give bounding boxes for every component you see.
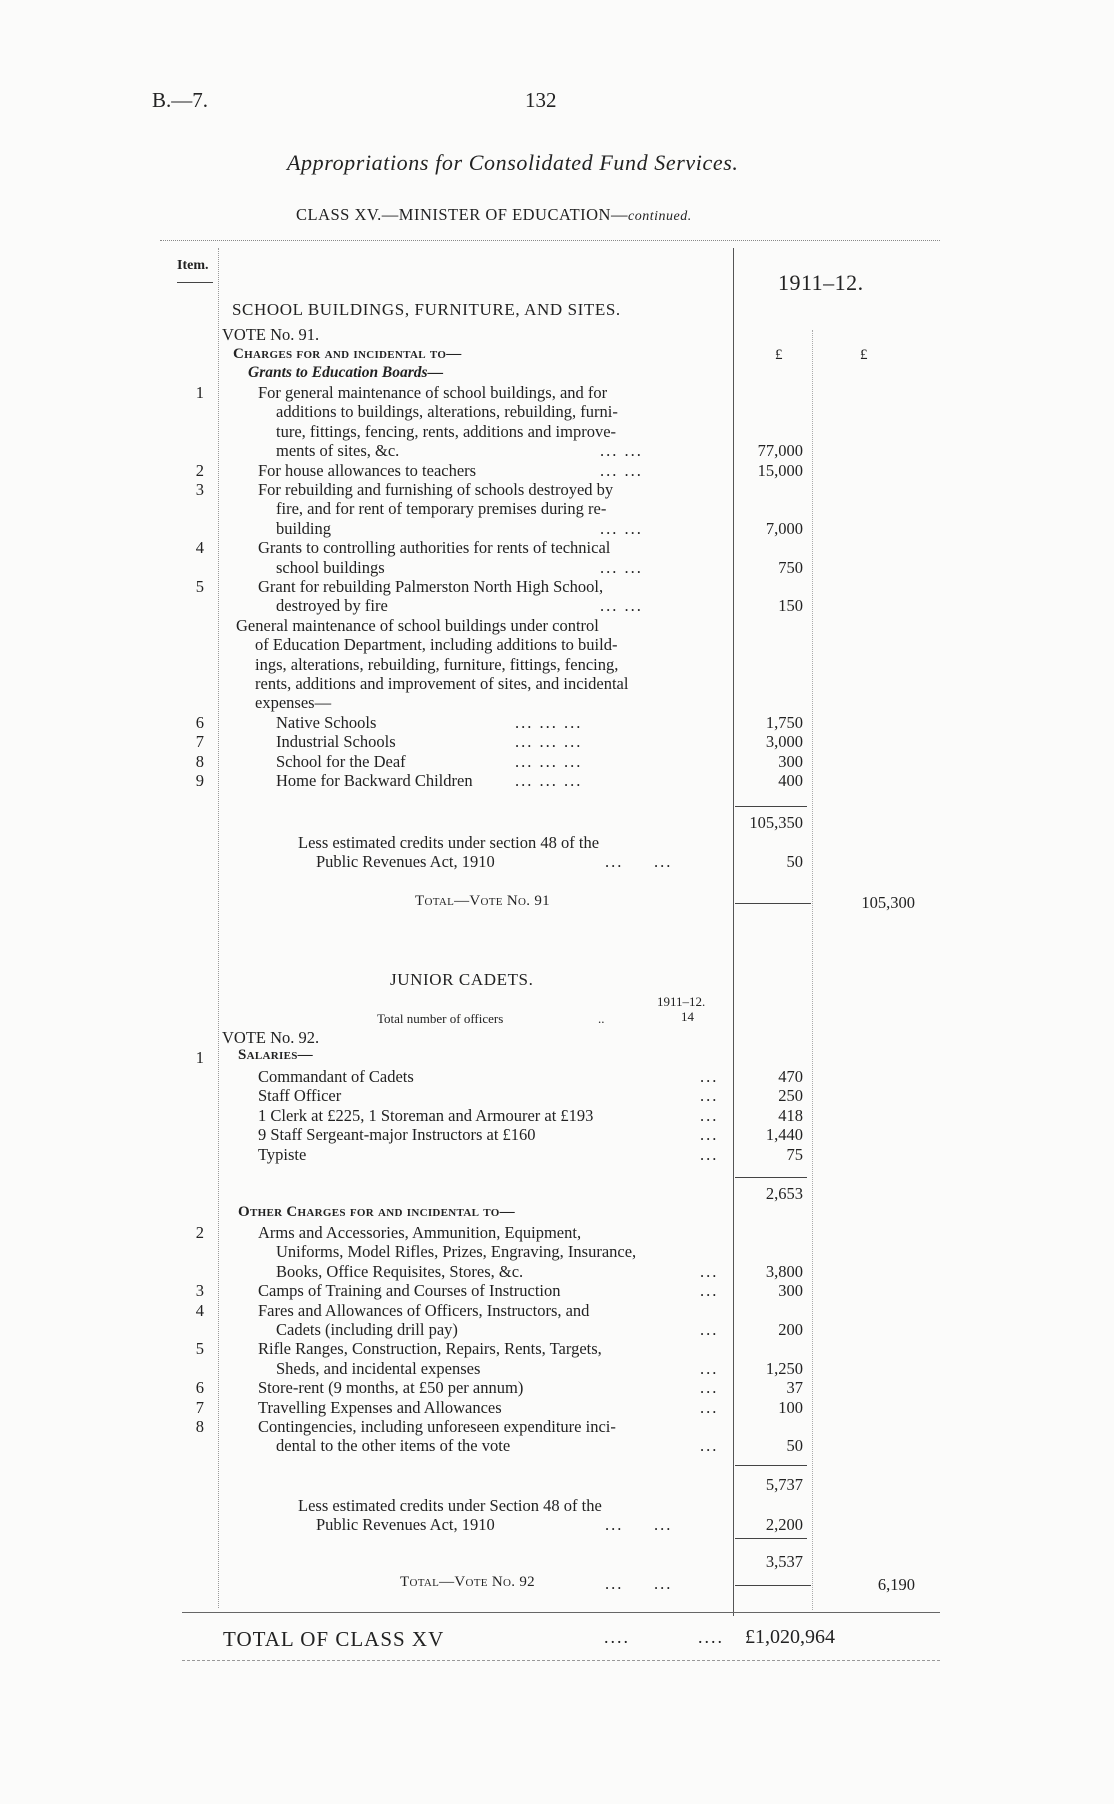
item-number: 8 [195, 1417, 204, 1436]
vote-92-total-amount: 6,190 [877, 1575, 915, 1594]
document-reference: B.—7. [152, 88, 209, 112]
other-item-amount: 200 [778, 1320, 803, 1339]
leader-dots: ... [700, 1086, 719, 1106]
item-number: 3 [195, 480, 204, 499]
class-heading-text: CLASS XV.—MINISTER OF EDUCATION— [296, 205, 628, 224]
item-number: 6 [195, 1378, 204, 1398]
item-amount: 7,000 [765, 518, 803, 538]
officers-label: Total number of officers [377, 1011, 504, 1026]
item-description-line: ture, fittings, fencing, rents, additions and improve- [276, 421, 617, 441]
item-amount: 150 [778, 596, 803, 616]
general-maintenance-line: expenses— [255, 693, 332, 713]
leader-dots: ... ... [600, 460, 643, 480]
other-item-amount: 37 [786, 1378, 803, 1398]
leader-dots: ... [700, 1397, 719, 1417]
vote-91-less-line-1: Less estimated credits under section 48 of the [298, 833, 600, 852]
leader-dots: ... [700, 1281, 719, 1301]
leader-dots: ... ... [600, 441, 643, 461]
section-heading-junior-cadets: JUNIOR CADETS. [390, 970, 534, 989]
vote-92-total-rule [735, 1585, 811, 1586]
item-number: 8 [195, 751, 204, 771]
leader-dots: ... [700, 1125, 719, 1145]
salary-item-label: 9 Staff Sergeant-major Instructors at £160 [258, 1125, 536, 1145]
officers-year: 1911–12. [657, 994, 706, 1009]
salary-subtotal-rule [735, 1177, 807, 1178]
leader-dots: ... ... ... [515, 712, 583, 732]
vote-92-total-dots: ... ... [605, 1574, 673, 1593]
leader-dots: ... ... [600, 557, 643, 577]
leader-dots: ... ... [600, 596, 643, 616]
vote-92-less-amount: 2,200 [765, 1515, 803, 1534]
grand-total-rule [182, 1612, 940, 1613]
salary-item-label: Typiste [258, 1144, 307, 1164]
sub-item-amount: 3,000 [765, 732, 803, 752]
vote-91-less-line-2: Public Revenues Act, 1910 [316, 852, 495, 871]
other-item-line: Arms and Accessories, Ammunition, Equipment, [258, 1223, 582, 1242]
general-maintenance-line: rents, additions and improvement of sites, and incidental [255, 674, 629, 693]
pound-symbol-details: £ [775, 347, 783, 363]
leader-dots: ... [700, 1261, 719, 1281]
vote-92-less-line-2: Public Revenues Act, 1910 [316, 1515, 495, 1534]
item-number: 5 [195, 577, 204, 596]
grants-heading: Grants to Education Boards— [248, 364, 444, 381]
item-description-line: school buildings [276, 557, 385, 577]
vote-91-subtotal-rule [735, 806, 807, 807]
item-description-line: building [276, 518, 332, 538]
grand-total-amount: £1,020,964 [745, 1626, 835, 1648]
item-description-line: Grant for rebuilding Palmerston North High School, [258, 577, 604, 596]
salaries-item-number: 1 [195, 1048, 204, 1067]
leader-dots: ... [700, 1358, 719, 1378]
amount-column-rule-mid [812, 330, 813, 1610]
item-header-rule [177, 282, 213, 283]
other-item-line: Camps of Training and Courses of Instruction [258, 1281, 561, 1301]
grand-total-dots-1: .... [604, 1627, 630, 1647]
other-item-amount: 50 [786, 1436, 803, 1456]
item-number: 2 [195, 1223, 204, 1242]
item-column-header: Item. [177, 258, 209, 273]
item-description-line: additions to buildings, alterations, rebuilding, furni- [276, 402, 618, 422]
salary-item-label: Staff Officer [258, 1086, 342, 1106]
leader-dots: ... [700, 1320, 719, 1339]
item-number: 4 [195, 538, 204, 558]
other-item-line: Fares and Allowances of Officers, Instructors, and [258, 1300, 590, 1320]
sub-item-label: Native Schools [276, 712, 377, 732]
page-number: 132 [525, 88, 557, 112]
sub-item-amount: 1,750 [765, 712, 803, 732]
item-description-line: ments of sites, &c. [276, 441, 400, 461]
other-item-line: Sheds, and incidental expenses [276, 1358, 481, 1378]
other-item-line: Rifle Ranges, Construction, Repairs, Rents, Targets, [258, 1339, 602, 1359]
vote-92-less-dots: ... ... [605, 1515, 673, 1534]
item-description-line: For rebuilding and furnishing of schools destroyed by [258, 480, 614, 499]
grand-total-label: TOTAL OF CLASS XV [223, 1627, 445, 1651]
item-number: 2 [195, 460, 204, 480]
top-rule [160, 240, 940, 241]
leader-dots: ... [700, 1144, 719, 1164]
sub-item-amount: 300 [778, 751, 803, 771]
item-number: 1 [195, 383, 204, 402]
class-heading-continued: continued. [627, 209, 692, 224]
item-number: 9 [195, 771, 204, 790]
sub-item-label: School for the Deaf [276, 751, 406, 771]
vote-91-total-amount: 105,300 [861, 893, 915, 912]
general-maintenance-line: ings, alterations, rebuilding, furniture, fittings, fencing, [255, 654, 619, 674]
vote-91-less-dots: ... ... [605, 852, 673, 871]
leader-dots: ... [700, 1105, 719, 1125]
item-description-line: For general maintenance of school buildings, and for [258, 383, 608, 402]
grand-total-bottom-rule [182, 1660, 940, 1661]
leader-dots: ... [700, 1436, 719, 1456]
item-description-line: Grants to controlling authorities for rents of technical [258, 538, 611, 558]
leader-dots: ... ... [600, 518, 643, 538]
item-amount: 750 [778, 557, 803, 577]
vote-92-net-rule [735, 1538, 807, 1539]
other-item-line: Books, Office Requisites, Stores, &c. [276, 1261, 524, 1281]
item-description-line: For house allowances to teachers [258, 460, 477, 480]
general-maintenance-line: of Education Department, including additions to build- [255, 635, 618, 655]
other-item-line: Cadets (including drill pay) [276, 1320, 458, 1339]
other-charges-heading: Other Charges for and incidental to— [238, 1204, 515, 1220]
other-item-line: Travelling Expenses and Allowances [258, 1397, 502, 1417]
leader-dots: ... ... ... [515, 751, 583, 771]
other-subtotal: 5,737 [765, 1475, 803, 1494]
item-amount: 77,000 [757, 441, 803, 461]
charges-heading: Charges for and incidental to— [233, 346, 462, 362]
leader-dots: ... ... ... [515, 732, 583, 752]
salary-item-amount: 250 [778, 1086, 803, 1106]
other-item-line: dental to the other items of the vote [276, 1436, 511, 1456]
other-item-amount: 300 [778, 1281, 803, 1301]
item-number: 5 [195, 1339, 204, 1359]
other-item-amount: 3,800 [765, 1261, 803, 1281]
leader-dots: ... ... ... [515, 771, 583, 790]
year-column-header: 1911–12. [778, 270, 864, 295]
sub-item-label: Home for Backward Children [276, 771, 473, 790]
salary-item-amount: 470 [778, 1067, 803, 1086]
item-description-line: fire, and for rent of temporary premises during re- [276, 499, 607, 519]
salary-subtotal: 2,653 [765, 1184, 803, 1203]
item-description-line: destroyed by fire [276, 596, 388, 616]
other-item-amount: 1,250 [765, 1358, 803, 1378]
class-heading [296, 205, 692, 225]
salary-item-amount: 75 [786, 1144, 803, 1164]
vote-92-label: VOTE No. 92. [222, 1028, 320, 1047]
other-item-line: Uniforms, Model Rifles, Prizes, Engraving, Insurance, [276, 1242, 637, 1262]
other-item-line: Contingencies, including unforeseen expenditure inci- [258, 1417, 616, 1436]
salary-item-label: 1 Clerk at £225, 1 Storeman and Armourer at £193 [258, 1105, 594, 1125]
leader-dots: ... [700, 1378, 719, 1398]
vote-91-total-label: Total—Vote No. 91 [415, 893, 550, 909]
vote-92-net: 3,537 [765, 1552, 803, 1571]
vote-92-less-line-1: Less estimated credits under Section 48 of the [298, 1496, 602, 1515]
section-heading-school-buildings: SCHOOL BUILDINGS, FURNITURE, AND SITES. [232, 300, 621, 319]
item-number: 4 [195, 1300, 204, 1320]
salary-item-amount: 1,440 [765, 1125, 803, 1145]
sub-item-label: Industrial Schools [276, 732, 396, 752]
page-title: Appropriations for Consolidated Fund Services. [287, 150, 739, 175]
item-number: 6 [195, 712, 204, 732]
item-column-rule [218, 248, 219, 1608]
other-item-line: Store-rent (9 months, at £50 per annum) [258, 1378, 524, 1398]
vote-92-total-label: Total—Vote No. 92 [400, 1574, 535, 1590]
item-number: 7 [195, 732, 204, 752]
vote-91-label: VOTE No. 91. [222, 325, 320, 344]
item-number: 3 [195, 1281, 204, 1301]
general-maintenance-line: General maintenance of school buildings under control [236, 615, 599, 635]
grand-total-dots-2: .... [698, 1627, 724, 1647]
salary-item-amount: 418 [778, 1105, 803, 1125]
vote-91-subtotal: 105,350 [749, 813, 803, 832]
leader-dots: ... [700, 1067, 719, 1086]
item-number: 7 [195, 1397, 204, 1417]
salary-item-label: Commandant of Cadets [258, 1067, 414, 1086]
sub-item-amount: 400 [778, 771, 803, 790]
pound-symbol-totals: £ [860, 347, 868, 363]
vote-91-less-amount: 50 [786, 852, 803, 871]
officers-count: 14 [681, 1009, 694, 1024]
other-subtotal-rule [735, 1465, 807, 1466]
item-amount: 15,000 [757, 460, 803, 480]
officers-dots: .. [598, 1011, 605, 1026]
salaries-heading: Salaries— [238, 1047, 313, 1063]
vote-91-total-rule [735, 903, 811, 904]
other-item-amount: 100 [778, 1397, 803, 1417]
